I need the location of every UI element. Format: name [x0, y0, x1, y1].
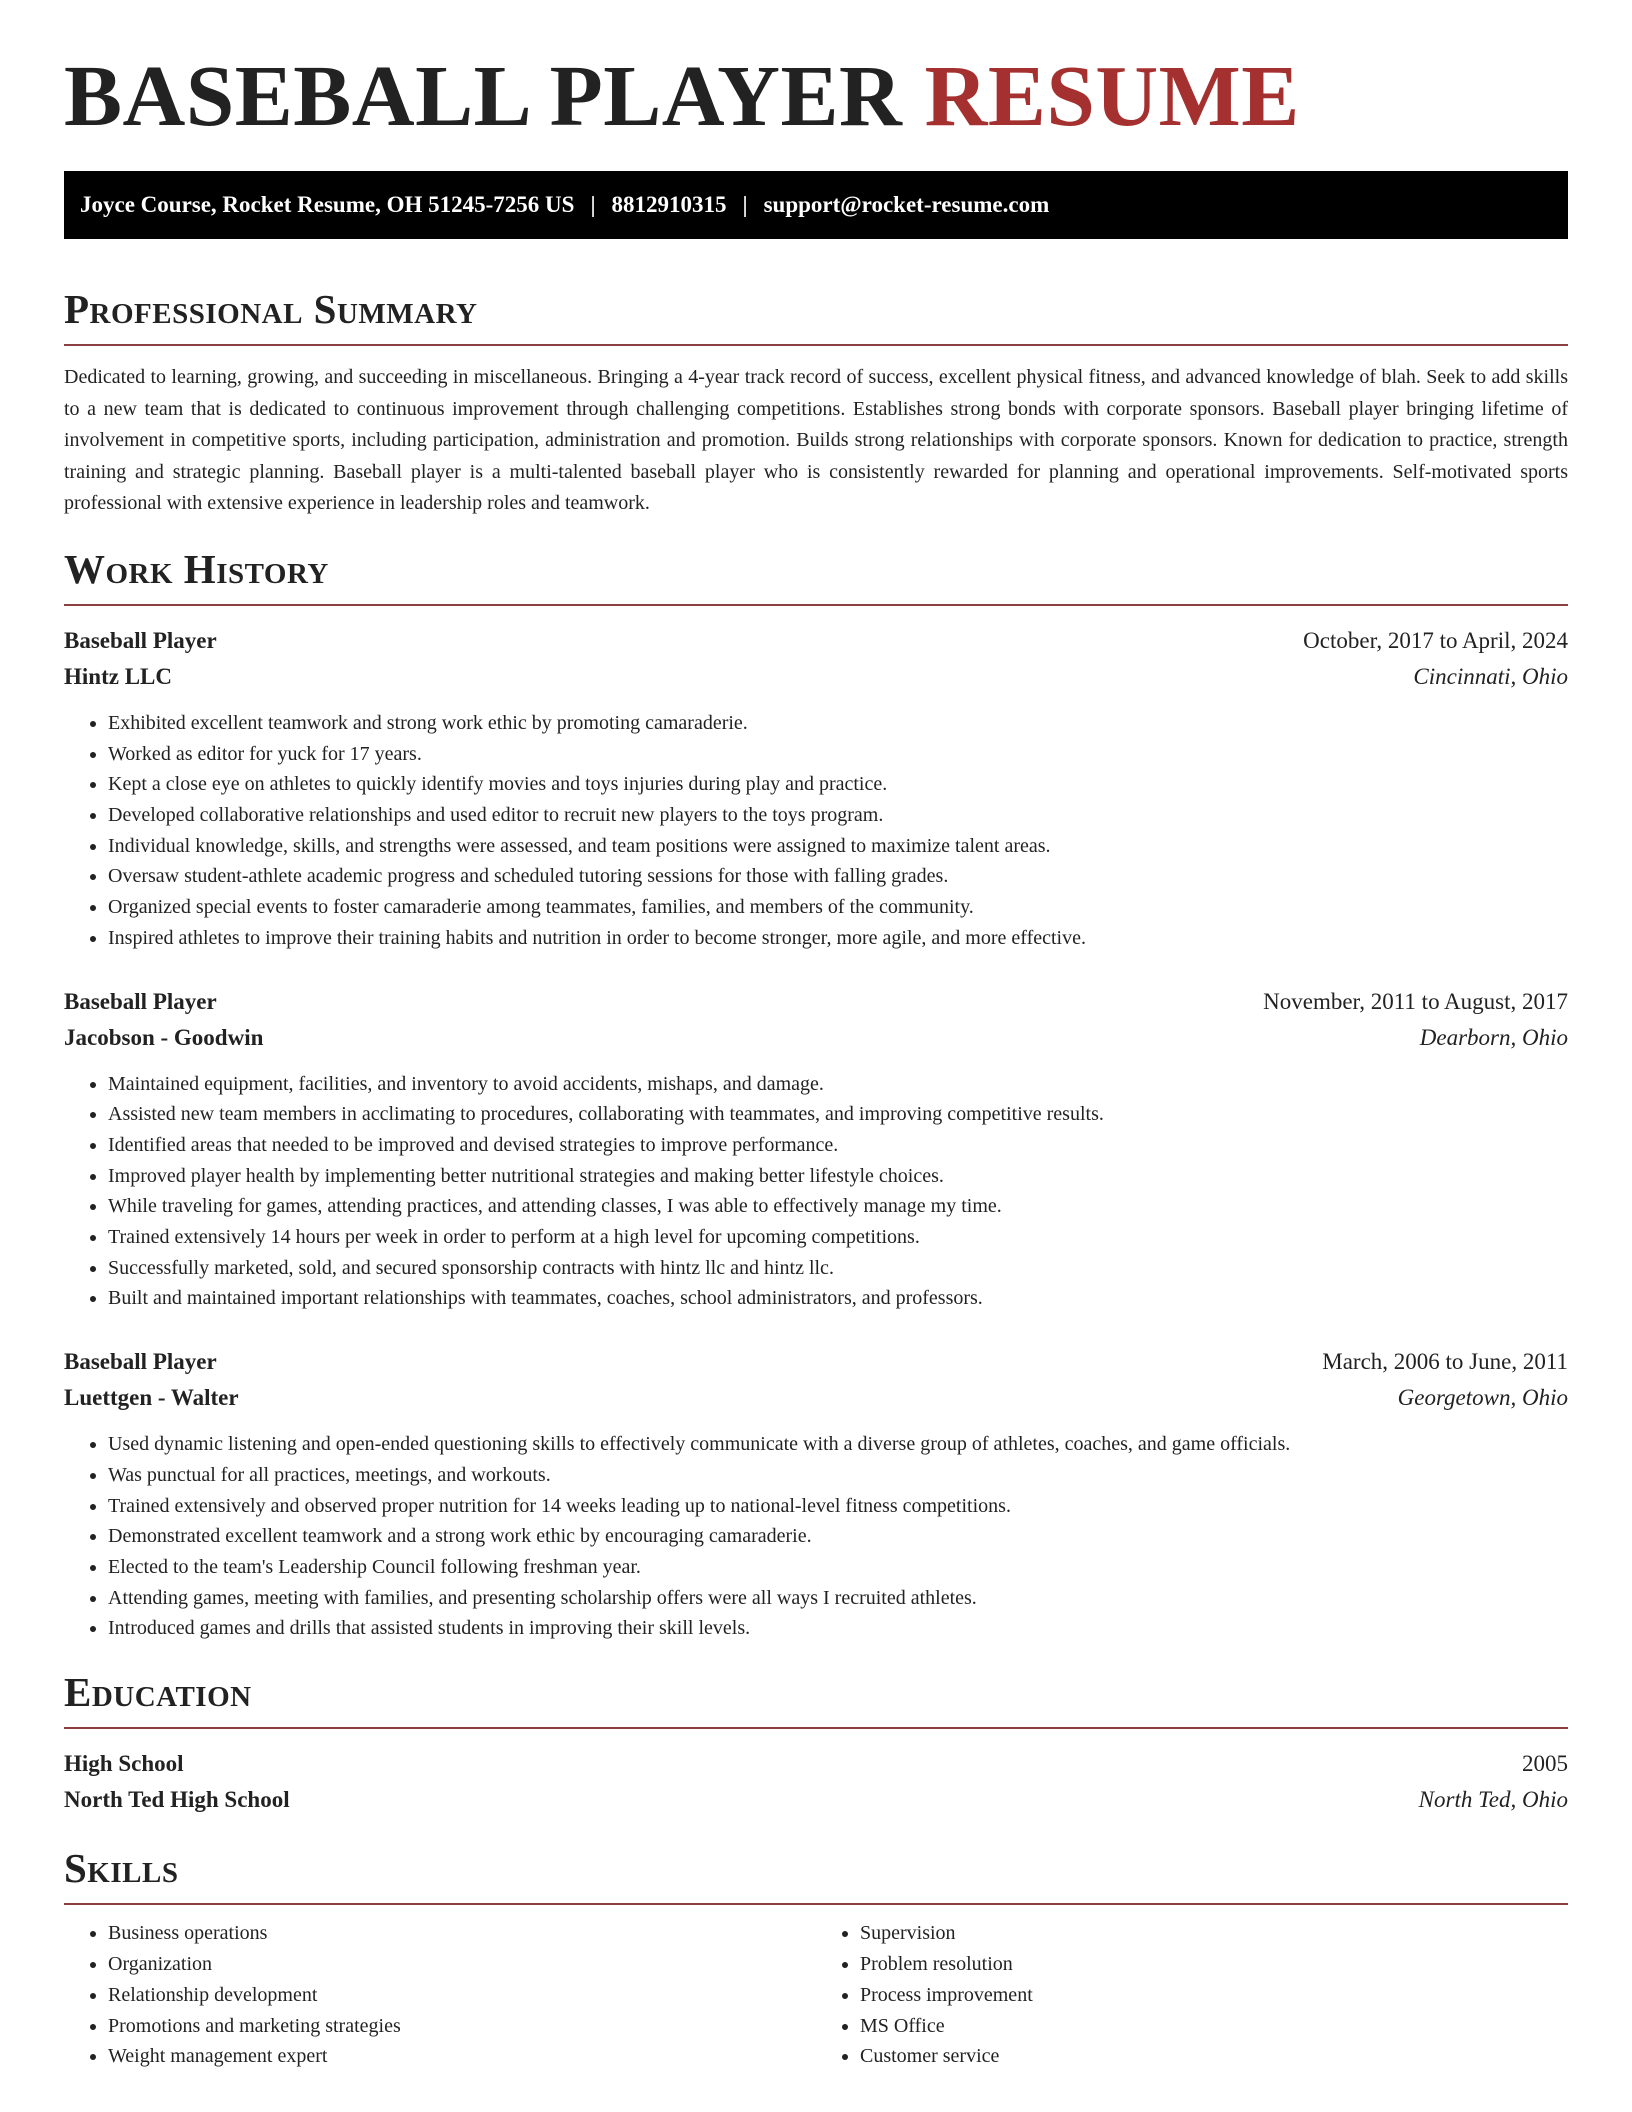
job-bullet: • Trained extensively and observed proper nutrition for 14 weeks leading up to national-level fitness competitions.: [108, 1491, 1568, 1522]
section-divider: [64, 1727, 1568, 1729]
job-bullet: • Used dynamic listening and open-ended questioning skills to effectively communicate with a diverse group of athletes, coaches, and game officials.: [108, 1429, 1568, 1460]
skill-item: • Weight management expert: [108, 2041, 816, 2072]
job-location: Georgetown, Ohio: [1397, 1385, 1568, 1411]
skill-item: • Supervision: [860, 1918, 1568, 1949]
job-company: Hintz LLC: [64, 663, 172, 689]
summary-text: Dedicated to learning, growing, and succeeding in miscellaneous. Bringing a 4-year track record of success, excellent physical fitness, and advanced knowledge of blah. Seek to add skills to a new team that is dedicated to continuous improvement through challenging competitions. Establishes strong bonds with corporate sponsors. Baseball player bringing lifetime of involvement in competitive sports, including participation, administration and promotion. Builds strong relationships with corporate sponsors. Known for dedication to practice, strength training and strategic planning. Baseball player is a multi-talented baseball player who is consistently rewarded for planning and operational improvements. Self-motivated sports professional with extensive experience in leadership roles and teamwork.: [64, 366, 1568, 515]
job-bullet: • Worked as editor for yuck for 17 years.: [108, 739, 1568, 770]
contact-email: support@rocket-resume.com: [763, 192, 1050, 217]
job-bullets: [64, 708, 1568, 954]
job-entry: [64, 623, 1568, 954]
work-section: [64, 545, 1568, 1644]
work-heading: Work History: [64, 545, 329, 592]
skill-item: • Process improvement: [860, 1980, 1568, 2011]
education-subheader: [64, 1782, 1568, 1818]
job-dates: March, 2006 to June, 2011: [1322, 1349, 1568, 1375]
job-dates: November, 2011 to August, 2017: [1263, 988, 1568, 1014]
job-title: Baseball Player: [64, 627, 217, 653]
contact-phone: 8812910315: [611, 192, 727, 217]
job-bullet: • Developed collaborative relationships and used editor to recruit new players to the toys program.: [108, 800, 1568, 831]
job-dates: October, 2017 to April, 2024: [1303, 627, 1568, 653]
education-year: 2005: [1522, 1751, 1568, 1777]
education-location: North Ted, Ohio: [1418, 1787, 1568, 1813]
job-bullet: • Improved player health by implementing better nutritional strategies and making better lifestyle choices.: [108, 1161, 1568, 1192]
job-bullet: • Demonstrated excellent teamwork and a strong work ethic by encouraging camaraderie.: [108, 1521, 1568, 1552]
section-divider: [64, 604, 1568, 606]
education-entry: [64, 1746, 1568, 1818]
skill-item: • MS Office: [860, 2011, 1568, 2042]
skills-list-right: [816, 1918, 1568, 2072]
education-degree: High School: [64, 1751, 184, 1777]
job-bullet: • Maintained equipment, facilities, and inventory to avoid accidents, mishaps, and damage.: [108, 1069, 1568, 1100]
job-subheader: [64, 659, 1568, 695]
skill-item: • Problem resolution: [860, 1949, 1568, 1980]
job-bullet: • Attending games, meeting with families, and presenting scholarship offers were all ways I recruited athletes.: [108, 1583, 1568, 1614]
title-main: BASEBALL PLAYER: [64, 47, 903, 144]
contact-address: Joyce Course, Rocket Resume, OH 51245-7256 US: [80, 192, 575, 217]
job-location: Dearborn, Ohio: [1419, 1024, 1568, 1050]
job-subheader: [64, 1380, 1568, 1416]
job-bullet: • Oversaw student-athlete academic progress and scheduled tutoring sessions for those with falling grades.: [108, 861, 1568, 892]
skill-item: • Organization: [108, 1949, 816, 1980]
education-section: [64, 1668, 1568, 1818]
job-bullet: • Inspired athletes to improve their training habits and nutrition in order to become stronger, more agile, and more effective.: [108, 923, 1568, 954]
section-divider: [64, 344, 1568, 346]
education-heading: Education: [64, 1669, 252, 1716]
contact-bar: [64, 171, 1568, 239]
job-title: Baseball Player: [64, 988, 217, 1014]
job-bullets: [64, 1069, 1568, 1315]
job-bullet: • While traveling for games, attending practices, and attending classes, I was able to effectively manage my time.: [108, 1191, 1568, 1222]
job-bullet: • Introduced games and drills that assisted students in improving their skill levels.: [108, 1613, 1568, 1644]
education-school: North Ted High School: [64, 1787, 290, 1813]
contact-separator: |: [742, 192, 748, 217]
job-bullet: • Was punctual for all practices, meetings, and workouts.: [108, 1460, 1568, 1491]
skill-item: • Promotions and marketing strategies: [108, 2011, 816, 2042]
job-bullet: • Trained extensively 14 hours per week in order to perform at a high level for upcoming competitions.: [108, 1222, 1568, 1253]
skills-list-left: [64, 1918, 816, 2072]
skill-item: • Relationship development: [108, 1980, 816, 2011]
job-location: Cincinnati, Ohio: [1413, 663, 1568, 689]
job-bullet: • Individual knowledge, skills, and strengths were assessed, and team positions were assigned to maximize talent areas.: [108, 831, 1568, 862]
job-header: [64, 1344, 1568, 1380]
job-company: Luettgen - Walter: [64, 1385, 239, 1411]
job-entry: [64, 984, 1568, 1315]
summary-heading: Professional Summary: [64, 286, 478, 332]
job-bullet: • Elected to the team's Leadership Council following freshman year.: [108, 1552, 1568, 1583]
job-company: Jacobson - Goodwin: [64, 1024, 264, 1050]
job-header: [64, 623, 1568, 659]
job-bullet: • Built and maintained important relationships with teammates, coaches, school administrators, and professors.: [108, 1283, 1568, 1314]
skills-columns: [64, 1905, 1568, 2072]
title-accent: RESUME: [924, 47, 1300, 144]
job-bullet: • Identified areas that needed to be improved and devised strategies to improve performance.: [108, 1130, 1568, 1161]
job-bullet: • Assisted new team members in acclimating to procedures, collaborating with teammates, and improving competitive results.: [108, 1099, 1568, 1130]
summary-section: [64, 285, 1568, 520]
skills-section: [64, 1844, 1568, 2072]
job-bullet: • Exhibited excellent teamwork and strong work ethic by promoting camaraderie.: [108, 708, 1568, 739]
job-bullet: • Successfully marketed, sold, and secured sponsorship contracts with hintz llc and hintz llc.: [108, 1253, 1568, 1284]
job-bullet: • Organized special events to foster camaraderie among teammates, families, and members of the community.: [108, 892, 1568, 923]
skill-item: • Customer service: [860, 2041, 1568, 2072]
job-bullets: [64, 1429, 1568, 1644]
job-bullet: • Kept a close eye on athletes to quickly identify movies and toys injuries during play and practice.: [108, 769, 1568, 800]
job-entry: [64, 1344, 1568, 1644]
contact-separator: |: [590, 192, 596, 217]
skills-heading: Skills: [64, 1845, 179, 1892]
education-header: [64, 1746, 1568, 1782]
job-header: [64, 984, 1568, 1020]
job-title: Baseball Player: [64, 1349, 217, 1375]
skill-item: • Business operations: [108, 1918, 816, 1949]
resume-title: [64, 47, 1568, 144]
job-subheader: [64, 1020, 1568, 1056]
